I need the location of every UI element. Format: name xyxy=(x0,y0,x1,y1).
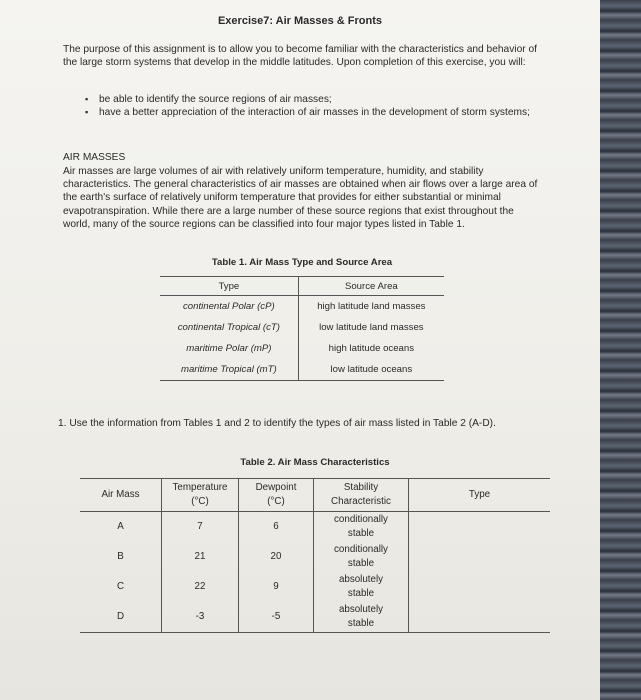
table1-header-source: Source Area xyxy=(298,277,444,296)
table2-header-air-mass: Air Mass xyxy=(80,479,162,512)
cell-type-answer[interactable] xyxy=(409,572,551,602)
table1-cell-source: low latitude land masses xyxy=(319,322,424,333)
stability-line: conditionally xyxy=(334,544,388,555)
page-title: Exercise7: Air Masses & Fronts xyxy=(217,15,383,27)
table-row xyxy=(80,602,550,633)
header-unit: (°C) xyxy=(267,496,285,507)
header-line: Stability xyxy=(343,482,379,493)
stability-line: stable xyxy=(347,588,375,599)
cell-stability xyxy=(314,512,409,543)
cell-air-mass: C xyxy=(80,572,162,602)
header-line: Dewpoint xyxy=(255,482,297,493)
stability-line: stable xyxy=(347,618,375,629)
table-row xyxy=(80,542,550,572)
cell-air-mass: A xyxy=(80,512,162,543)
background-edge xyxy=(600,0,641,700)
table1-header-type: Type xyxy=(160,277,298,296)
table-row xyxy=(160,296,444,318)
stability-line: stable xyxy=(347,528,375,539)
stability-line: absolutely xyxy=(338,604,384,615)
table2-header-temperature xyxy=(162,479,239,512)
table1-cell-source: low latitude oceans xyxy=(298,359,444,381)
table-row xyxy=(80,572,550,602)
air-mass-characteristics-table xyxy=(80,478,550,633)
stability-line: conditionally xyxy=(334,514,388,525)
cell-stability xyxy=(314,602,409,633)
air-mass-type-table xyxy=(160,276,444,381)
cell-stability xyxy=(314,542,409,572)
table1-cell-source: high latitude land masses xyxy=(317,301,426,312)
cell-air-mass: D xyxy=(80,602,162,633)
objective-item: ▪ be able to identify the source regions of air masses; xyxy=(85,93,545,106)
table2-header-dewpoint xyxy=(239,479,314,512)
objectives-list xyxy=(85,93,545,119)
table2-header-stability xyxy=(314,479,409,512)
cell-temperature: -3 xyxy=(162,602,239,633)
header-unit: (°C) xyxy=(191,496,209,507)
cell-air-mass: B xyxy=(80,542,162,572)
intro-paragraph: The purpose of this assignment is to allow you to become familiar with the characteristics and behavior of the large storm systems that develop in the middle latitudes. Upon completion of this exercise, you will: xyxy=(63,44,537,69)
cell-type-answer[interactable] xyxy=(409,602,551,633)
table2-header-type: Type xyxy=(409,479,551,512)
table1-cell-type: continental Polar (cP) xyxy=(160,296,298,318)
header-line: Characteristic xyxy=(331,496,391,507)
table-row xyxy=(160,338,444,359)
section-paragraph: Air masses are large volumes of air with relatively uniform temperature, humidity, and stability characteristics. The general characteristics of air masses are obtained when air flows over a large area of the earth's surface of relatively uniform temperature that provides for either substantial or minimal evapotranspiration. While there are a large number of these source regions that exist throughout the world, many of the source regions can be classified into four major types listed in Table 1. xyxy=(63,166,538,230)
table1-cell-type: continental Tropical (cT) xyxy=(160,317,298,338)
table1-cell-type: maritime Tropical (mT) xyxy=(160,359,298,381)
cell-dewpoint: 6 xyxy=(239,512,314,543)
table1-cell-source: high latitude oceans xyxy=(328,343,415,354)
cell-temperature: 21 xyxy=(162,542,239,572)
table1-cell-type: maritime Polar (mP) xyxy=(160,338,298,359)
cell-dewpoint: -5 xyxy=(239,602,314,633)
table2-caption: Table 2. Air Mass Characteristics xyxy=(240,457,390,468)
table1-caption: Table 1. Air Mass Type and Source Area xyxy=(211,257,393,268)
question-1: 1. Use the information from Tables 1 and 2 to identify the types of air mass listed in Table 2 (A-D). xyxy=(58,418,496,429)
objective-item: ▪ have a better appreciation of the interaction of air masses in the development of storm systems; xyxy=(85,106,545,119)
cell-stability xyxy=(314,572,409,602)
cell-type-answer[interactable] xyxy=(409,542,551,572)
table-row xyxy=(160,359,444,381)
table-row xyxy=(160,317,444,338)
section-heading: AIR MASSES xyxy=(63,152,126,163)
cell-type-answer[interactable] xyxy=(409,512,551,543)
cell-dewpoint: 9 xyxy=(239,572,314,602)
cell-temperature: 7 xyxy=(162,512,239,543)
header-line: Temperature xyxy=(172,482,228,493)
cell-temperature: 22 xyxy=(162,572,239,602)
stability-line: stable xyxy=(347,558,375,569)
cell-dewpoint: 20 xyxy=(239,542,314,572)
stability-line: absolutely xyxy=(338,574,384,585)
table-row xyxy=(80,512,550,543)
